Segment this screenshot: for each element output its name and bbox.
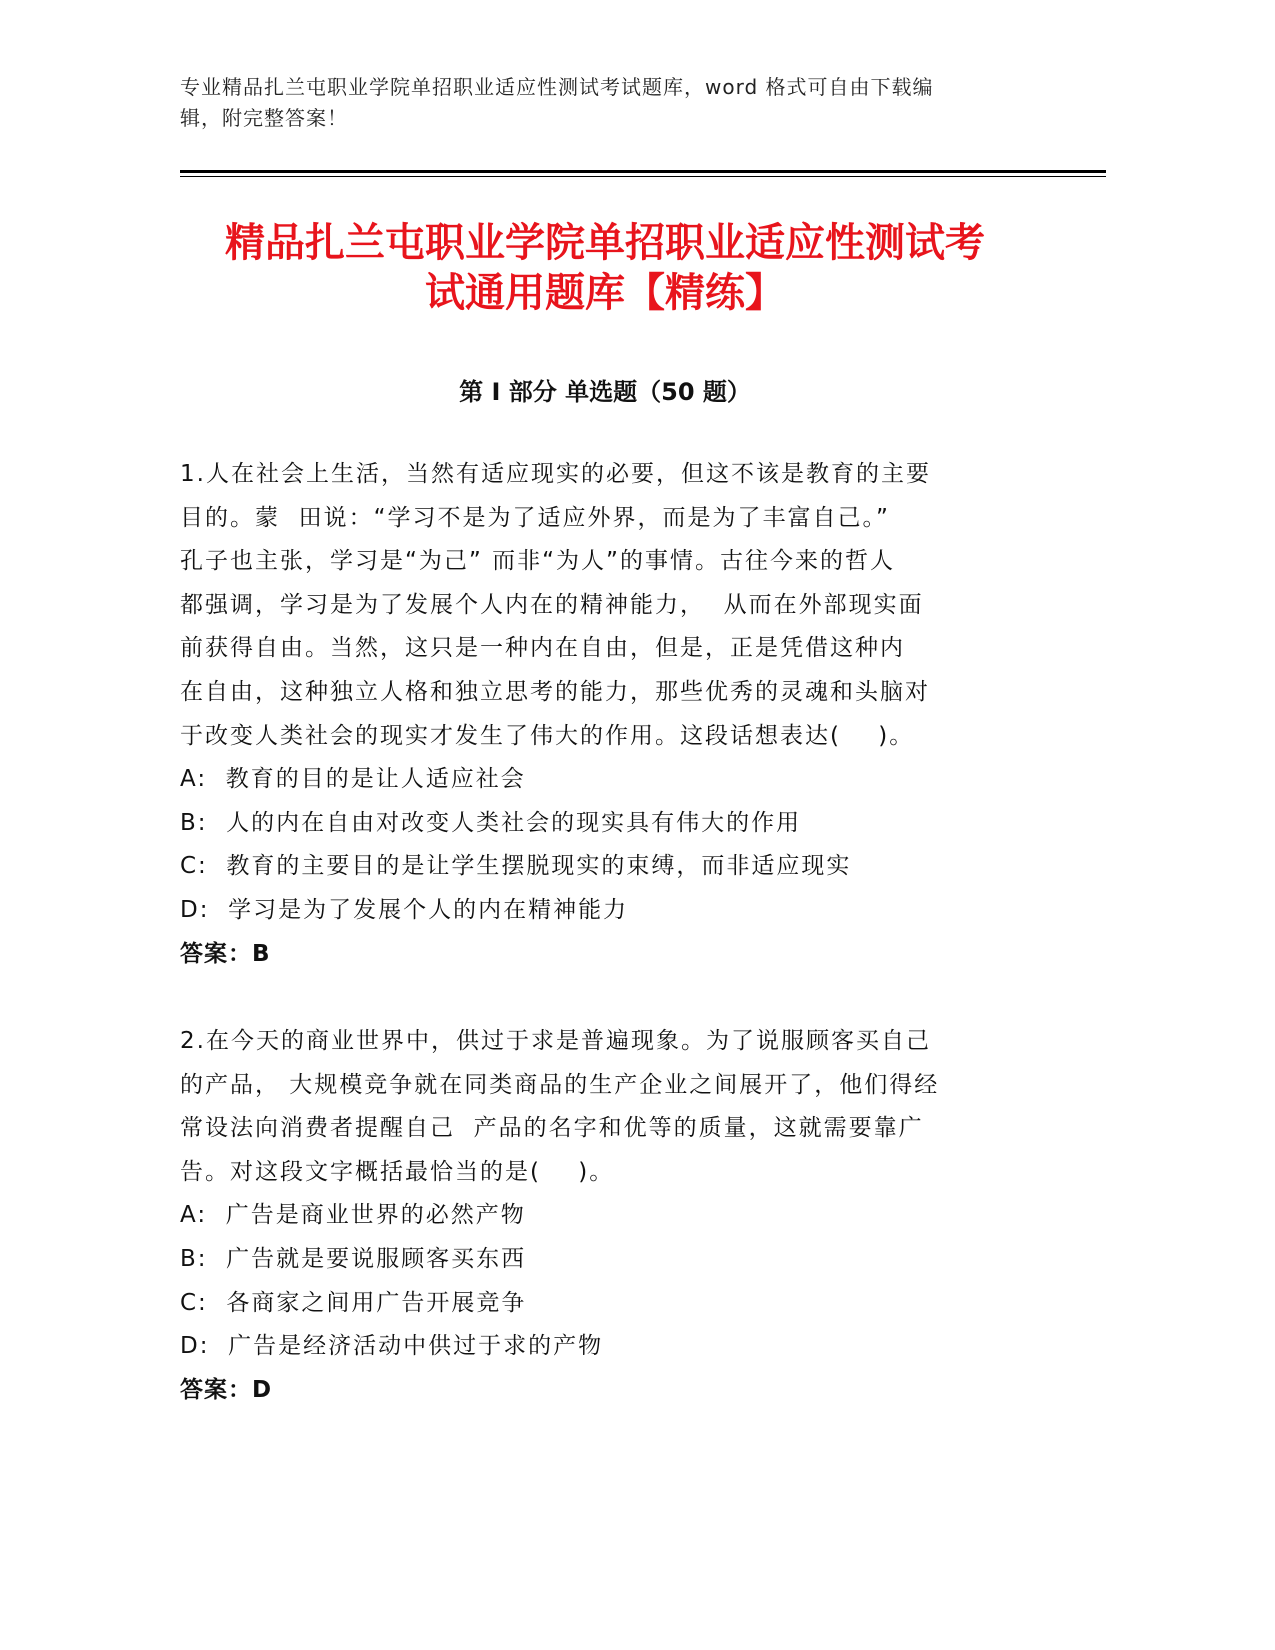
question-text-line: 在自由，这种独立人格和独立思考的能力，那些优秀的灵魂和头脑对 — [180, 678, 930, 705]
option-c: C: 教育的主要目的是让学生摆脱现实的束缚，而非适应现实 — [180, 853, 852, 880]
option-d: D: 广告是经济活动中供过于求的产物 — [180, 1333, 604, 1360]
header-line: 专业精品扎兰屯职业学院单招职业适应性测试考试题库，word 格式可自由下载编 — [180, 75, 934, 99]
question-text-line: 的产品， 大规模竞争就在同类商品的生产企业之间展开了，他们得经 — [180, 1071, 940, 1098]
title-line: 精品扎兰屯职业学院单招职业适应性测试考 — [225, 220, 985, 266]
question-text-line: 于改变人类社会的现实才发生了伟大的作用。这段话想表达( )。 — [180, 722, 915, 749]
question-text-line: 1.人在社会上生活，当然有适应现实的必要，但这不该是教育的主要 — [180, 461, 931, 487]
question-text-line: 常设法向消费者提醒自己 产品的名字和优等的质量，这就需要靠广 — [180, 1115, 924, 1142]
question-1 — [180, 453, 1040, 976]
header-line: 辑，附完整答案！ — [180, 106, 348, 130]
option-a: A: 广告是商业世界的必然产物 — [180, 1202, 526, 1229]
option-b: B: 广告就是要说服顾客买东西 — [180, 1245, 527, 1272]
section-heading: 第 I 部分 单选题（50 题） — [459, 378, 751, 406]
option-c: C: 各商家之间用广告开展竞争 — [180, 1289, 527, 1316]
question-text-line: 目的。蒙 田说：“学习不是为了适应外界，而是为了丰富自己。” — [180, 504, 890, 531]
question-text-line: 2.在今天的商业世界中，供过于求是普遍现象。为了说服顾客买自己 — [180, 1028, 931, 1054]
header-divider-thin — [180, 176, 1106, 177]
answer: 答案：B — [180, 940, 271, 967]
header-divider-thick — [180, 170, 1106, 173]
option-b: B: 人的内在自由对改变人类社会的现实具有伟大的作用 — [180, 809, 802, 836]
question-text-line: 孔子也主张，学习是“为己” 而非“为人”的事情。古往今来的哲人 — [180, 548, 895, 575]
title-line: 试通用题库【精练】 — [425, 270, 785, 316]
option-d: D: 学习是为了发展个人的内在精神能力 — [180, 896, 629, 923]
option-a: A: 教育的目的是让人适应社会 — [180, 766, 526, 793]
question-text-line: 前获得自由。当然，这只是一种内在自由，但是，正是凭借这种内 — [180, 635, 905, 662]
question-text-line: 都强调，学习是为了发展个人内在的精神能力， 从而在外部现实面 — [180, 591, 924, 618]
question-text-line: 告。对这段文字概括最恰当的是( )。 — [180, 1158, 615, 1185]
answer: 答案：D — [180, 1376, 273, 1403]
document-header — [180, 72, 1030, 134]
question-2 — [180, 1020, 1040, 1412]
document-title — [150, 218, 1060, 318]
